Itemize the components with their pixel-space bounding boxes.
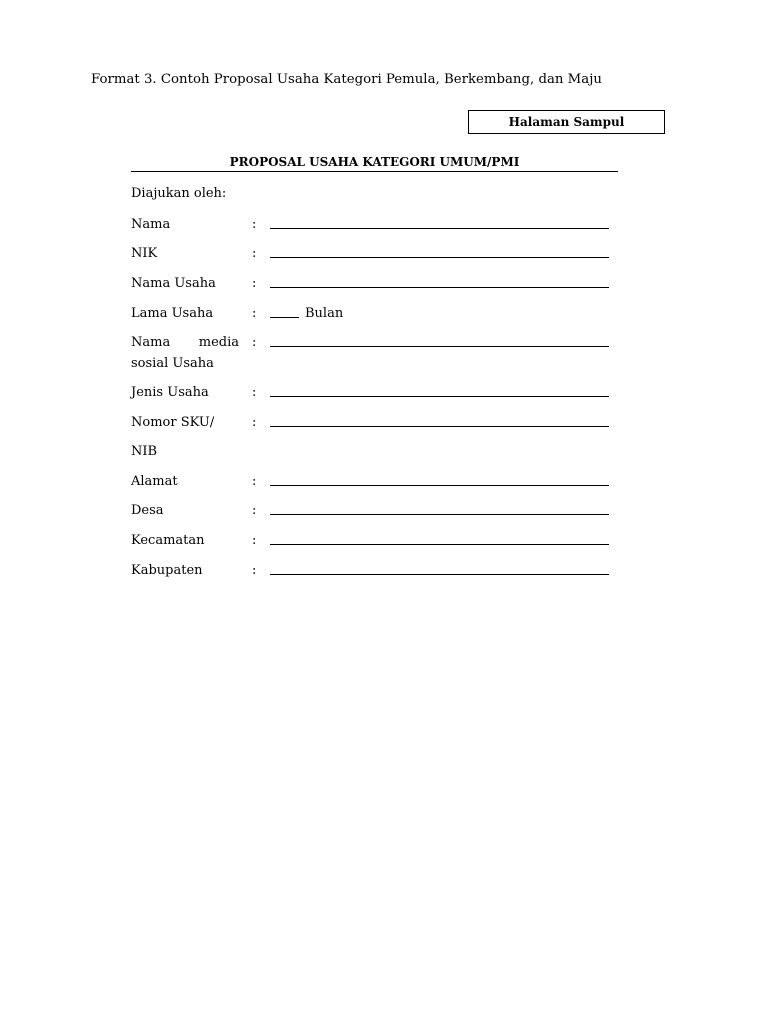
field-row-nomor-sku bbox=[0, 412, 768, 434]
field-blank-desa[interactable] bbox=[270, 514, 609, 515]
field-colon: : bbox=[252, 385, 257, 400]
field-colon: : bbox=[252, 335, 257, 350]
field-blank-nama[interactable] bbox=[270, 228, 609, 229]
field-colon: : bbox=[252, 503, 257, 518]
field-label-jenis-usaha: Jenis Usaha bbox=[131, 385, 209, 400]
field-colon: : bbox=[252, 563, 257, 578]
field-label-media-sosial: Nama media bbox=[131, 335, 239, 350]
field-blank-lama-usaha[interactable] bbox=[270, 317, 299, 318]
field-unit-bulan: Bulan bbox=[305, 306, 344, 321]
field-blank-media-sosial[interactable] bbox=[270, 346, 609, 347]
field-row-media-sosial bbox=[0, 332, 768, 354]
field-label-media-sosial-line2: sosial Usaha bbox=[131, 356, 214, 371]
field-label-kecamatan: Kecamatan bbox=[131, 533, 205, 548]
field-blank-kabupaten[interactable] bbox=[270, 574, 609, 575]
field-colon: : bbox=[252, 217, 257, 232]
cover-page-label-box bbox=[468, 110, 665, 134]
field-label-lama-usaha: Lama Usaha bbox=[131, 306, 214, 321]
field-colon: : bbox=[252, 276, 257, 291]
cover-page-label: Halaman Sampul bbox=[508, 115, 625, 129]
field-label-nomor-sku: Nomor SKU/ bbox=[131, 415, 215, 430]
field-label-alamat: Alamat bbox=[131, 474, 178, 489]
submitted-by-label: Diajukan oleh: bbox=[131, 186, 227, 201]
field-label-nama-usaha: Nama Usaha bbox=[131, 276, 216, 291]
format-caption: Format 3. Contoh Proposal Usaha Kategori Pemula, Berkembang, dan Maju bbox=[91, 72, 602, 87]
field-blank-nama-usaha[interactable] bbox=[270, 287, 609, 288]
field-colon: : bbox=[252, 533, 257, 548]
field-label-nik: NIK bbox=[131, 246, 158, 261]
field-row-lama-usaha bbox=[0, 303, 768, 325]
field-colon: : bbox=[252, 246, 257, 261]
field-row-alamat bbox=[0, 471, 768, 493]
field-row-kabupaten bbox=[0, 560, 768, 582]
field-blank-alamat[interactable] bbox=[270, 485, 609, 486]
proposal-title: PROPOSAL USAHA KATEGORI UMUM/PMI bbox=[229, 155, 520, 169]
field-colon: : bbox=[252, 474, 257, 489]
field-row-desa bbox=[0, 500, 768, 522]
field-label-nama: Nama bbox=[131, 217, 171, 232]
field-label-desa: Desa bbox=[131, 503, 164, 518]
field-label-kabupaten: Kabupaten bbox=[131, 563, 203, 578]
title-underline bbox=[131, 171, 618, 172]
field-blank-nomor-sku[interactable] bbox=[270, 426, 609, 427]
field-colon: : bbox=[252, 415, 257, 430]
field-row-kecamatan bbox=[0, 530, 768, 552]
field-blank-nik[interactable] bbox=[270, 257, 609, 258]
field-blank-jenis-usaha[interactable] bbox=[270, 396, 609, 397]
field-row-nama bbox=[0, 214, 768, 236]
field-row-nik bbox=[0, 243, 768, 265]
field-blank-kecamatan[interactable] bbox=[270, 544, 609, 545]
field-colon: : bbox=[252, 306, 257, 321]
field-label-nomor-sku-line2: NIB bbox=[131, 444, 158, 459]
field-row-nama-usaha bbox=[0, 273, 768, 295]
field-row-jenis-usaha bbox=[0, 382, 768, 404]
